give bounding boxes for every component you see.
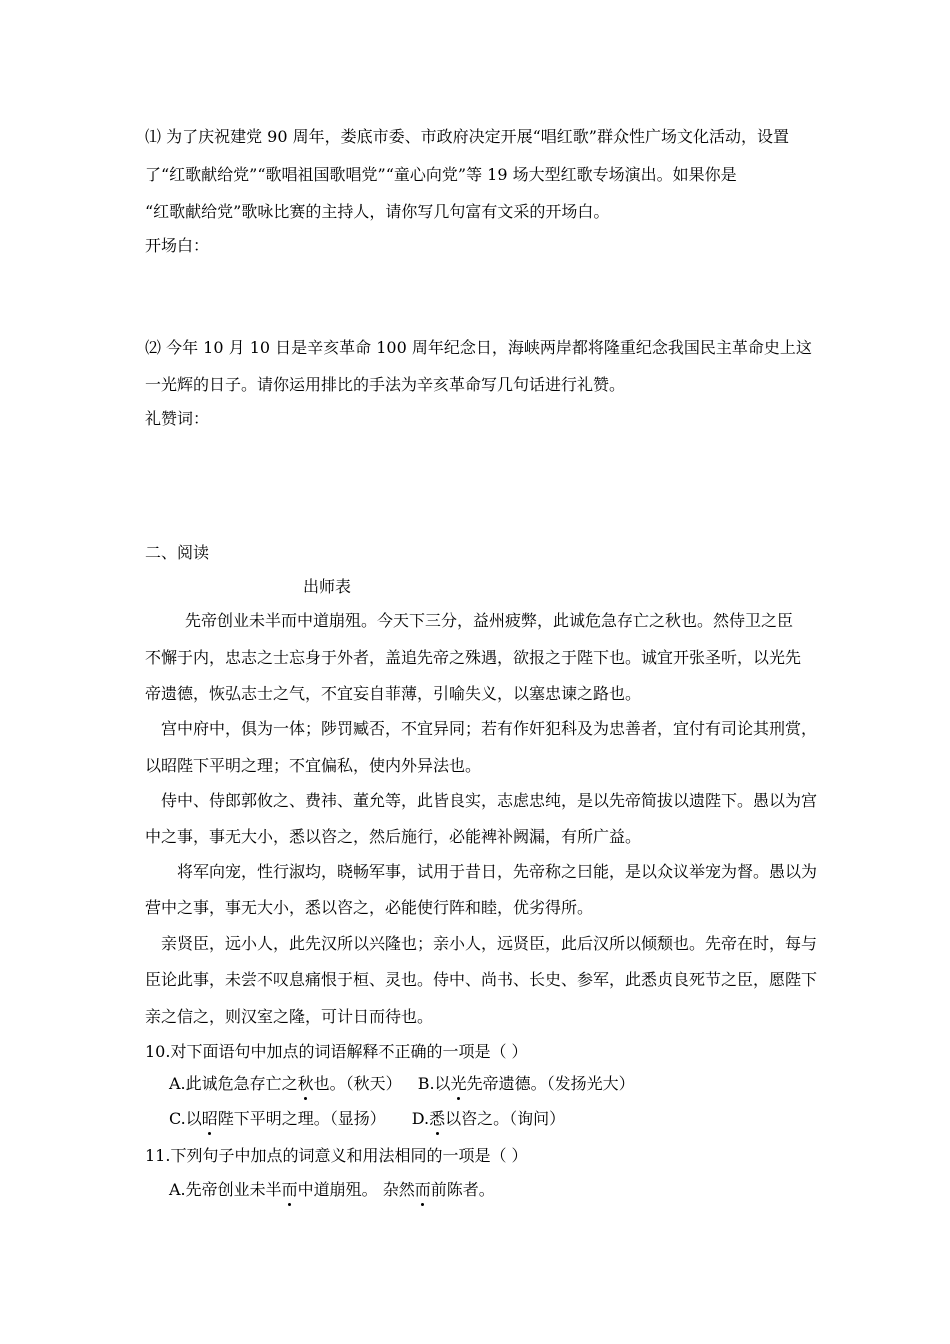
passage-line: 宫中府中，俱为一体；陟罚臧否，不宜异同；若有作奸犯科及为忠善者，宜付有司论其刑赏， bbox=[161, 719, 818, 738]
q2-answer-label: 礼赞词： bbox=[145, 409, 210, 428]
passage-line: 帝遗德，恢弘志士之气，不宜妄自菲薄，引喻失义，以塞忠谏之路也。 bbox=[145, 684, 642, 703]
passage-line: 以昭陛下平明之理；不宜偏私，使内外异法也。 bbox=[145, 756, 482, 775]
passage-line: 亲贤臣，远小人，此先汉所以兴隆也；亲小人，远贤臣，此后汉所以倾颓也。先帝在时，每与 bbox=[161, 934, 818, 953]
passage-line: 侍中、侍郎郭攸之、费祎、董允等，此皆良实，志虑忠纯，是以先帝简拔以遗陛下。愚以为宫 bbox=[161, 791, 818, 810]
q1-line-1: ⑴ 为了庆祝建党 90 周年，娄底市委、市政府决定开展“唱红歌”群众性广场文化活动，设置 bbox=[145, 127, 789, 146]
q10-options-cd bbox=[169, 1109, 565, 1129]
q1-answer-label: 开场白： bbox=[145, 236, 210, 255]
passage-line: 亲之信之，则汉室之隆，可计日而待也。 bbox=[145, 1007, 434, 1026]
emphasis-char: 而 bbox=[281, 1180, 298, 1199]
passage-line: 臣论此事，未尝不叹息痛恨于桓、灵也。侍中、尚书、长史、参军，此悉贞良死节之臣，愿陛下 bbox=[145, 970, 818, 989]
emphasis-char: 光 bbox=[450, 1074, 467, 1093]
q10-stem: 10.对下面语句中加点的词语解释不正确的一项是（ ） bbox=[145, 1042, 528, 1061]
emphasis-char: 悉 bbox=[429, 1109, 446, 1128]
q2-line-2: 一光辉的日子。请你运用排比的手法为辛亥革命写几句话进行礼赞。 bbox=[145, 375, 626, 394]
q1-line-3: “红歌献给党”歌咏比赛的主持人，请你写几句富有文采的开场白。 bbox=[145, 202, 610, 221]
emphasis-char: 昭 bbox=[201, 1109, 218, 1128]
q2-line-1: ⑵ 今年 10 月 10 日是辛亥革命 100 周年纪念日，海峡两岸都将隆重纪念我国民主革命史上这 bbox=[145, 338, 812, 357]
q10-option-a: A.此诚危急存亡之秋也。（秋天） bbox=[169, 1074, 402, 1093]
passage-title: 出师表 bbox=[303, 577, 352, 596]
q10-option-d: D.悉以咨之。（询问） bbox=[411, 1109, 566, 1128]
passage-line: 中之事，事无大小，悉以咨之，然后施行，必能裨补阙漏，有所广益。 bbox=[145, 827, 642, 846]
q11-option-a: A.先帝创业未半而中道崩殂。 杂然而前陈者。 bbox=[169, 1180, 495, 1199]
q10-options-ab bbox=[169, 1074, 635, 1094]
q10-option-b: B.以光先帝遗德。（发扬光大） bbox=[417, 1074, 635, 1093]
section-heading: 二、阅读 bbox=[145, 543, 210, 562]
emphasis-char: 而 bbox=[414, 1180, 431, 1199]
passage-line: 不懈于内，忠志之士忘身于外者，盖追先帝之殊遇，欲报之于陛下也。诚宜开张圣听，以光先 bbox=[145, 648, 802, 667]
passage-line: 先帝创业未半而中道崩殂。今天下三分，益州疲弊，此诚危急存亡之秋也。然侍卫之臣 bbox=[185, 611, 794, 630]
q10-option-c: C.以昭陛下平明之理。（显扬） bbox=[169, 1109, 386, 1128]
q11-stem: 11.下列句子中加点的词意义和用法相同的一项是（ ） bbox=[145, 1146, 528, 1165]
q1-line-2: 了“红歌献给党”“歌唱祖国歌唱党”“童心向党”等 19 场大型红歌专场演出。如果你是 bbox=[145, 165, 737, 184]
emphasis-char: 秋 bbox=[297, 1074, 314, 1093]
passage-line: 将军向宠，性行淑均，晓畅军事，试用于昔日，先帝称之曰能，是以众议举宠为督。愚以为 bbox=[177, 862, 818, 881]
passage-line: 营中之事，事无大小，悉以咨之，必能使行阵和睦，优劣得所。 bbox=[145, 898, 594, 917]
